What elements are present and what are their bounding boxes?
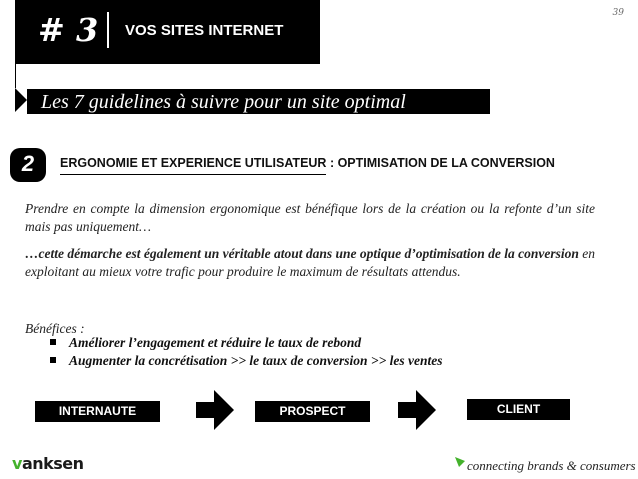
list-item bbox=[50, 353, 443, 371]
header-divider bbox=[107, 12, 109, 48]
section-header bbox=[15, 0, 320, 64]
flow-step-client: CLIENT bbox=[467, 399, 570, 420]
benefits-label: Bénéfices : bbox=[25, 321, 85, 336]
flow-arrow-icon bbox=[196, 390, 234, 430]
list-item bbox=[50, 335, 443, 353]
list-item-text: Augmenter la concrétisation >> le taux de conversion >> les ventes bbox=[69, 353, 443, 368]
guideline-title bbox=[60, 156, 555, 170]
banner-arrow-icon bbox=[15, 88, 27, 112]
subtitle-banner bbox=[27, 89, 490, 114]
guideline-title-main: ERGONOMIE ET EXPERIENCE UTILISATEUR bbox=[60, 156, 326, 175]
banner-connector bbox=[15, 64, 16, 88]
benefits-list bbox=[50, 335, 443, 371]
conversion-paragraph-rest: en exploitant au mieux votre trafic pour produire le maximum de résultats attendus. bbox=[25, 246, 595, 279]
guideline-number-badge bbox=[10, 148, 46, 182]
page-number: 39 bbox=[612, 8, 624, 18]
section-number: # 3 bbox=[38, 11, 99, 49]
section-title: VOS SITES INTERNET bbox=[125, 22, 284, 39]
flow-arrow-icon bbox=[398, 390, 436, 430]
flow-step-prospect: PROSPECT bbox=[255, 401, 370, 422]
subtitle-text: Les 7 guidelines à suivre pour un site optimal bbox=[41, 91, 406, 113]
tagline-arrow-icon bbox=[455, 457, 465, 467]
guideline-title-sub: : OPTIMISATION DE LA CONVERSION bbox=[326, 156, 555, 170]
company-tagline: connecting brands & consumers bbox=[467, 458, 636, 473]
conversion-paragraph bbox=[25, 245, 595, 281]
guideline-number: 2 bbox=[21, 151, 35, 176]
flow-step-internaute: INTERNAUTE bbox=[35, 401, 160, 422]
conversion-paragraph-lead: …cette démarche est également un véritable atout dans une optique d’optimisation de la conversion bbox=[25, 246, 579, 261]
intro-paragraph: Prendre en compte la dimension ergonomique est bénéfique lors de la création ou la refonte d’un site mais pas uniquement… bbox=[25, 201, 595, 234]
bullet-square-icon bbox=[50, 339, 56, 345]
bullet-square-icon bbox=[50, 357, 56, 363]
vanksen-logo: vanksen bbox=[12, 454, 84, 473]
list-item-text: Améliorer l’engagement et réduire le taux de rebond bbox=[69, 335, 362, 350]
